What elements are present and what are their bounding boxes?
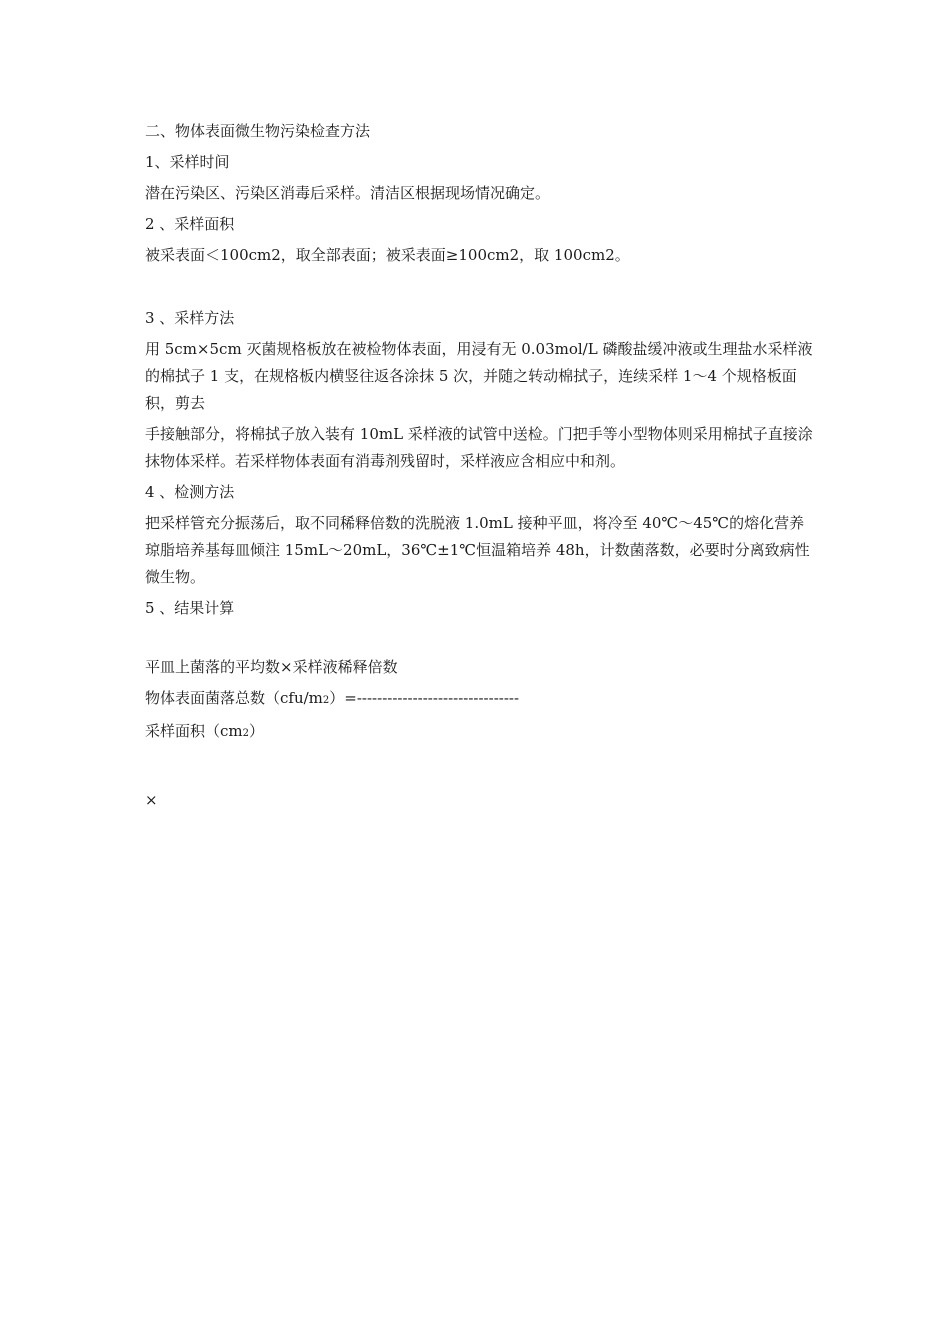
formula-lhs-prefix: 物体表面菌落总数（cfu/m [145,689,323,707]
formula-denominator-suffix: ） [249,722,265,740]
section-4-text: 把采样管充分振荡后，取不同稀释倍数的洗脱液 1.0mL 接种平皿，将冷至 40℃～45℃的熔化营养琼脂培养基每皿倾注 15mL～20mL，36℃±1℃恒温箱培养 48h，计数菌落数，必要时分离致病性微生物。 [145,514,810,586]
section-3-heading: 3 、采样方法 [145,309,235,327]
section-3-text-a: 用 5cm×5cm 灭菌规格板放在被检物体表面，用浸有无 0.03mol/L 磷酸盐缓冲液或生理盐水采样液的棉拭子 1 支，在规格板内横竖往返各涂抹 5 次，并随之转动棉拭子，连续采样 1～4 个规格板面积，剪去 [145,340,813,412]
formula-denominator [145,718,815,747]
document-page [145,118,815,818]
formula-lhs [145,685,815,714]
section-5-heading: 5 、结果计算 [145,599,235,617]
section-3-text-b: 手接触部分，将棉拭子放入装有 10mL 采样液的试管中送检。门把手等小型物体则采用棉拭子直接涂抹物体采样。若采样物体表面有消毒剂残留时，采样液应含相应中和剂。 [145,425,813,470]
spacer [145,751,815,787]
formula-denominator-prefix: 采样面积（cm [145,722,243,740]
formula-lhs-subscript: 2 [322,695,330,706]
trailing-mark: × [145,791,158,809]
section-1-text: 潜在污染区、污染区消毒后采样。清洁区根据现场情况确定。 [145,184,551,202]
spacer [145,626,815,654]
formula-numerator: 平皿上菌落的平均数×采样液稀释倍数 [145,658,398,676]
section-4-heading: 4 、检测方法 [145,483,235,501]
section-2-text: 被采表面＜100cm2，取全部表面；被采表面≥100cm2，取 100cm2。 [145,246,630,264]
spacer [145,273,815,305]
section-1-heading: 1、采样时间 [145,153,230,171]
section-2-heading: 2 、采样面积 [145,215,235,233]
formula-denominator-subscript: 2 [242,728,250,739]
document-title: 二、物体表面微生物污染检查方法 [145,122,371,140]
formula-lhs-suffix: ）=-------------------------------- [329,689,520,707]
